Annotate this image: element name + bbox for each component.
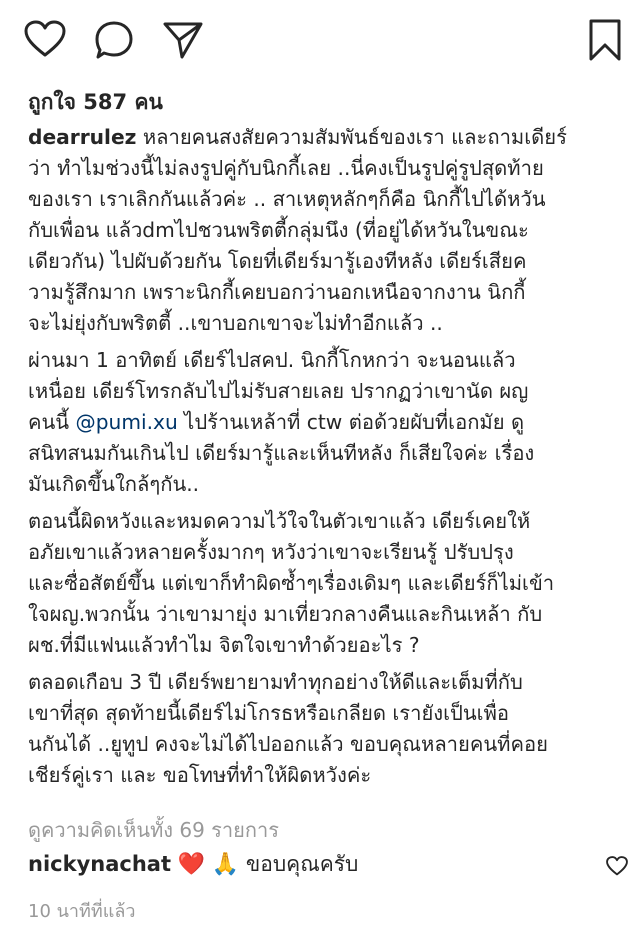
caption-line: สนิทสนมกันเกินไป เดียร์มารู้และเห็นทีหลัง ก็เสียใจค่ะ เรื่อง (28, 441, 535, 465)
caption-line-prefix: คนนี้ (28, 410, 76, 434)
caption-paragraph-2 (28, 345, 618, 500)
post-action-bar (0, 0, 640, 80)
caption-line: มันเกิดขึ้นใกล้ๆกัน.. (28, 472, 200, 496)
save-bookmark-icon[interactable] (588, 18, 622, 62)
post-timestamp: 10 นาทีที่แล้ว (28, 901, 136, 922)
share-paper-plane-icon[interactable] (162, 20, 204, 60)
caption-line: และซื่อสัตย์ขึ้น แต่เขาก็ทำผิดซ้ำๆเรื่องเดิมๆ และเดียร์ก็ไม่เข้า (28, 571, 555, 595)
caption-line: ผ่านมา 1 อาทิตย์ เดียร์ไปสคป. นิกกี้โกหกว่า จะนอนแล้ว (28, 348, 516, 372)
caption-line: ผช.ที่มีแฟนแล้วทำไม จิตใจเขาทำด้วยอะไร ? (28, 633, 420, 657)
caption-paragraph-1 (28, 122, 618, 339)
likes-count[interactable]: ถูกใจ 587 คน (28, 90, 163, 114)
caption-line: ว่า ทำไมช่วงนี้ไม่ลงรูปคู่กับนิกกี้เลย ..นี่คงเป็นรูปคู่รูปสุดท้าย (28, 156, 544, 180)
caption-line: กับเพื่อน แล้วdmไปชวนพริตตี้กลุ่มนึง (ที่อยู่ได้หวันในขณะ (28, 218, 529, 242)
caption-line: ใจผญ.พวกนั้น ว่าเขามายุ่ง มาเที่ยวกลางคืนและกินเหล้า กับ (28, 602, 543, 626)
caption-line: เหนื่อย เดียร์โทรกลับไปไม่รับสายเลย ปรากฏว่าเขานัด ผญ (28, 379, 529, 403)
caption-line: เขาที่สุด สุดท้ายนี้เดียร์ไม่โกรธหรือเกลียด เรายังเป็นเพื่อ (28, 701, 510, 725)
view-all-comments-link[interactable]: ดูความคิดเห็นทั้ง 69 รายการ (28, 818, 279, 842)
caption-line-suffix: ไปร้านเหล้าที่ ctw ต่อด้วยผับที่เอกมัย ดู (177, 410, 525, 434)
praying-hands-emoji-icon: 🙏 (211, 852, 240, 877)
comment-row (28, 848, 588, 881)
caption-line: เดียวกัน) ไปผับด้วยกัน โดยที่เดียร์มารู้เองทีหลัง เดียร์เสียค (28, 249, 527, 273)
mention-link[interactable]: @pumi.xu (75, 410, 178, 434)
comment-username[interactable]: nickynachat (28, 852, 171, 876)
comment-bubble-icon[interactable] (94, 20, 134, 60)
caption-paragraph-4 (28, 667, 618, 791)
comment-text: ขอบคุณครับ (245, 852, 359, 876)
caption-line: เชียร์คู่เรา และ ขอโทษที่ทำให้ผิดหวังค่ะ (28, 763, 372, 787)
caption-line: อภัยเขาแล้วหลายครั้งมากๆ หวังว่าเขาจะเรียนรู้ ปรับปรุง (28, 540, 514, 564)
caption-line: นกันได้ ..ยูทูป คงจะไม่ได้ไปออกแล้ว ขอบคุณหลายคนที่คอย (28, 732, 548, 756)
red-heart-emoji-icon: ❤️ (177, 852, 206, 877)
comment-like-heart-icon[interactable] (606, 856, 628, 876)
caption-line: วามรู้สึกมาก เพราะนิกกี้เคยบอกว่านอกเหนือจากงาน นิกกี้ (28, 280, 526, 304)
like-heart-icon[interactable] (24, 20, 66, 58)
caption-line: ตอนนี้ผิดหวังและหมดความไว้ใจในตัวเขาแล้ว เดียร์เคยให้ (28, 509, 531, 533)
caption-paragraph-3 (28, 506, 618, 661)
caption-line: หลายคนสงสัยความสัมพันธ์ของเรา และถามเดียร์ (142, 125, 567, 149)
caption-line: ตลอดเกือบ 3 ปี เดียร์พยายามทำทุกอย่างให้ดีและเต็มที่กับ (28, 670, 523, 694)
post-caption (28, 122, 618, 797)
caption-line: ของเรา เราเลิกกันแล้วค่ะ .. สาเหตุหลักๆก็คือ นิกกี้ไปได้หวัน (28, 187, 546, 211)
caption-username[interactable]: dearrulez (28, 125, 137, 149)
caption-line: จะไม่ยุ่งกับพริตตี้ ..เขาบอกเขาจะไม่ทำอีกแล้ว .. (28, 311, 443, 335)
